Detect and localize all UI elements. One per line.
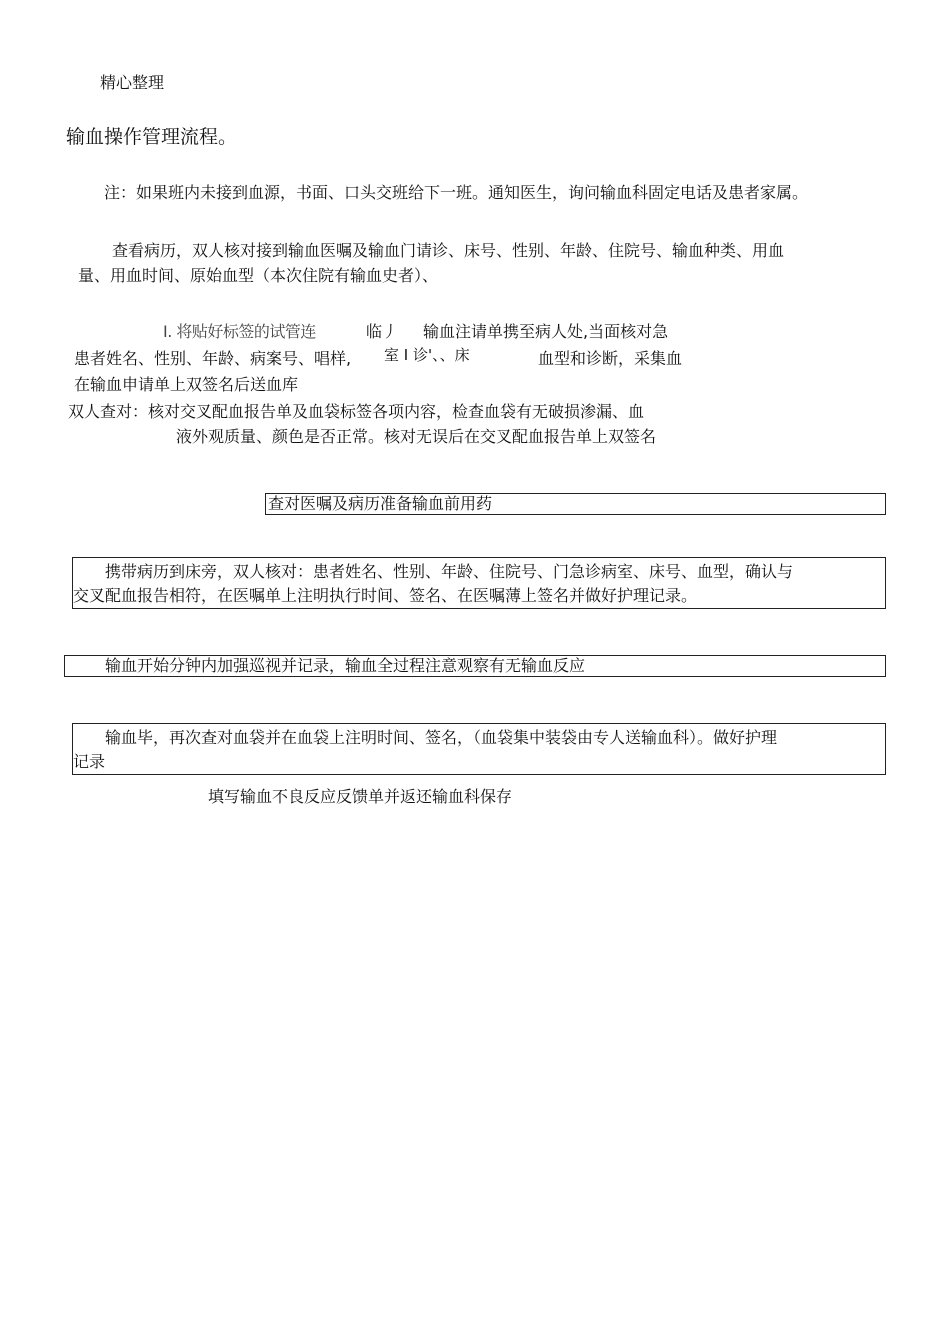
sampling-line-2c: 血型和诊断，采集血: [538, 349, 683, 368]
premed-step-box: [265, 493, 886, 515]
finish-step-line-2: 记录: [73, 752, 106, 771]
check-record-line-2: 量、用血时间、原始血型（本次住院有输血史者）、: [78, 266, 439, 285]
sampling-fragment-a: I. 将贴好标签的试管连: [163, 322, 316, 341]
bedside-step-line-2: 交叉配血报告相符，在医嘱单上注明执行时间、签名、在医嘱薄上签名并做好护理记录。: [73, 586, 698, 605]
double-check-line-1: 双人查对：核对交叉配血报告单及血袋标签各项内容，检查血袋有无破损渗漏、血: [68, 402, 645, 421]
finish-step-box: [72, 723, 886, 775]
monitor-step-text: 输血开始分钟内加强巡视并记录，输血全过程注意观察有无输血反应: [105, 656, 586, 675]
sampling-line-2a: 患者姓名、性别、年龄、病案号、唱样,: [74, 349, 352, 368]
feedback-step-text: 填写输血不良反应反馈单并返还输血科保存: [208, 787, 513, 806]
finish-step-line-1: 输血毕，再次查对血袋并在血袋上注明时间、签名，（血袋集中装袋由专人送输血科）。做好护理: [105, 728, 778, 747]
check-record-line-1: 查看病历，双人核对接到输血医嘱及输血门请诊、床号、性别、年龄、住院号、输血种类、用血: [112, 241, 785, 260]
page-title: 输血操作管理流程。: [66, 126, 238, 148]
sampling-line-2b: 室 I 诊'、、床: [384, 346, 470, 364]
sampling-line-3: 在输血申请单上双签名后送血库: [74, 375, 299, 394]
bedside-step-line-1: 携带病历到床旁，双人核对：患者姓名、性别、年龄、住院号、门急诊病室、床号、血型，确认与: [105, 562, 794, 581]
sampling-fragment-c: 输血注请单携至病人处,当面核对急: [423, 322, 669, 341]
page-header: 精心整理: [100, 73, 165, 92]
premed-step-text: 查对医嘱及病历准备输血前用药: [268, 494, 493, 513]
note-text: 注：如果班内未接到血源，书面、口头交班给下一班。通知医生，询问输血科固定电话及患者家属。: [104, 183, 809, 202]
sampling-fragment-b: 临丿: [366, 322, 399, 341]
bedside-step-box: [72, 557, 886, 609]
monitor-step-box: [64, 655, 886, 677]
double-check-line-2: 液外观质量、颜色是否正常。核对无误后在交叉配血报告单上双签名: [176, 427, 657, 446]
